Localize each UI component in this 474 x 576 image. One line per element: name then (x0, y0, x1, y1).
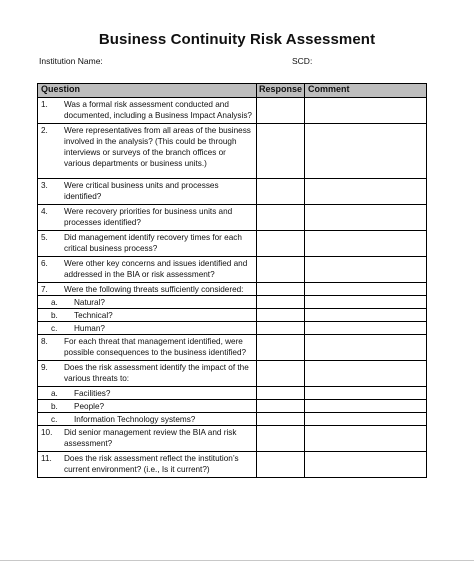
response-cell[interactable] (257, 426, 305, 452)
question-cell (38, 179, 257, 205)
question-text: Did management identify recovery times for each critical business process? (64, 233, 242, 253)
comment-header: Comment (305, 84, 427, 98)
question-text: Technical? (74, 311, 113, 320)
comment-cell[interactable] (305, 231, 427, 257)
question-cell (38, 322, 257, 335)
comment-cell[interactable] (305, 98, 427, 124)
question-cell (38, 257, 257, 283)
question-number: 3. (41, 181, 48, 190)
response-header: Response (257, 84, 305, 98)
question-number: c. (51, 324, 58, 333)
question-text: Does the risk assessment reflect the institution’s current environment? (i.e., Is it current?) (64, 454, 239, 474)
table-row (38, 335, 427, 361)
question-cell (38, 361, 257, 387)
question-number: b. (51, 311, 58, 320)
response-cell[interactable] (257, 400, 305, 413)
question-text: Were representatives from all areas of the business involved in the analysis? (This could be through interviews or surveys of the branch offices or various departments or business units.) (64, 126, 251, 168)
question-cell (38, 283, 257, 296)
table-row (38, 283, 427, 296)
table-row (38, 124, 427, 179)
question-cell (38, 426, 257, 452)
response-cell[interactable] (257, 257, 305, 283)
response-cell[interactable] (257, 98, 305, 124)
table-row (38, 179, 427, 205)
question-number: a. (51, 389, 58, 398)
question-text: Were critical business units and processes identified? (64, 181, 219, 201)
question-number: 11. (41, 454, 52, 463)
question-number: 9. (41, 363, 48, 372)
response-cell[interactable] (257, 179, 305, 205)
comment-cell[interactable] (305, 361, 427, 387)
question-number: 6. (41, 259, 48, 268)
table-header-row (38, 84, 427, 98)
question-cell (38, 231, 257, 257)
document-title: Business Continuity Risk Assessment (98, 31, 376, 48)
table-row (38, 413, 427, 426)
footer-divider (0, 560, 474, 561)
question-number: 4. (41, 207, 48, 216)
comment-cell[interactable] (305, 452, 427, 478)
table-row (38, 400, 427, 413)
response-cell[interactable] (257, 124, 305, 179)
response-cell[interactable] (257, 361, 305, 387)
question-cell (38, 387, 257, 400)
question-cell (38, 98, 257, 124)
question-text: Did senior management review the BIA and risk assessment? (64, 428, 237, 448)
question-cell (38, 309, 257, 322)
response-cell[interactable] (257, 231, 305, 257)
question-cell (38, 205, 257, 231)
question-text: For each threat that management identified, were possible consequences to the business identified? (64, 337, 247, 357)
question-text: Were recovery priorities for business units and processes identified? (64, 207, 233, 227)
question-number: 10. (41, 428, 53, 437)
response-cell[interactable] (257, 283, 305, 296)
comment-cell[interactable] (305, 413, 427, 426)
question-number: b. (51, 402, 58, 411)
table-row (38, 426, 427, 452)
question-text: Information Technology systems? (74, 415, 196, 424)
comment-cell[interactable] (305, 124, 427, 179)
question-cell (38, 124, 257, 179)
question-header: Question (38, 84, 257, 98)
question-number: c. (51, 415, 58, 424)
comment-cell[interactable] (305, 205, 427, 231)
response-cell[interactable] (257, 452, 305, 478)
table-row (38, 452, 427, 478)
question-cell (38, 413, 257, 426)
table-row (38, 322, 427, 335)
response-cell[interactable] (257, 322, 305, 335)
comment-cell[interactable] (305, 283, 427, 296)
comment-cell[interactable] (305, 179, 427, 205)
question-text: Were the following threats sufficiently considered: (64, 285, 244, 294)
question-number: 8. (41, 337, 48, 346)
question-text: Does the risk assessment identify the impact of the various threats to: (64, 363, 249, 383)
table-row (38, 387, 427, 400)
risk-assessment-table (37, 83, 427, 478)
question-cell (38, 452, 257, 478)
table-row (38, 309, 427, 322)
comment-cell[interactable] (305, 309, 427, 322)
response-cell[interactable] (257, 335, 305, 361)
question-number: 1. (41, 100, 48, 109)
comment-cell[interactable] (305, 257, 427, 283)
scd-label: SCD: (292, 56, 313, 66)
question-number: 5. (41, 233, 48, 242)
question-text: Were other key concerns and issues identified and addressed in the BIA or risk assessment? (64, 259, 248, 279)
comment-cell[interactable] (305, 426, 427, 452)
question-text: Human? (74, 324, 105, 333)
comment-cell[interactable] (305, 400, 427, 413)
question-text: Natural? (74, 298, 105, 307)
institution-name-label: Institution Name: (39, 56, 103, 66)
question-cell (38, 400, 257, 413)
question-text: Was a formal risk assessment conducted and documented, including a Business Impact Analysis? (64, 100, 252, 120)
comment-cell[interactable] (305, 387, 427, 400)
response-cell[interactable] (257, 205, 305, 231)
response-cell[interactable] (257, 309, 305, 322)
comment-cell[interactable] (305, 296, 427, 309)
comment-cell[interactable] (305, 335, 427, 361)
question-number: 7. (41, 285, 48, 294)
question-text: Facilities? (74, 389, 111, 398)
question-number: a. (51, 298, 58, 307)
table-row (38, 296, 427, 309)
table-row (38, 257, 427, 283)
question-cell (38, 335, 257, 361)
response-cell[interactable] (257, 387, 305, 400)
response-cell[interactable] (257, 296, 305, 309)
table-row (38, 231, 427, 257)
comment-cell[interactable] (305, 322, 427, 335)
question-number: 2. (41, 126, 48, 135)
table-row (38, 361, 427, 387)
response-cell[interactable] (257, 413, 305, 426)
table-row (38, 205, 427, 231)
question-cell (38, 296, 257, 309)
question-text: People? (74, 402, 105, 411)
table-row (38, 98, 427, 124)
